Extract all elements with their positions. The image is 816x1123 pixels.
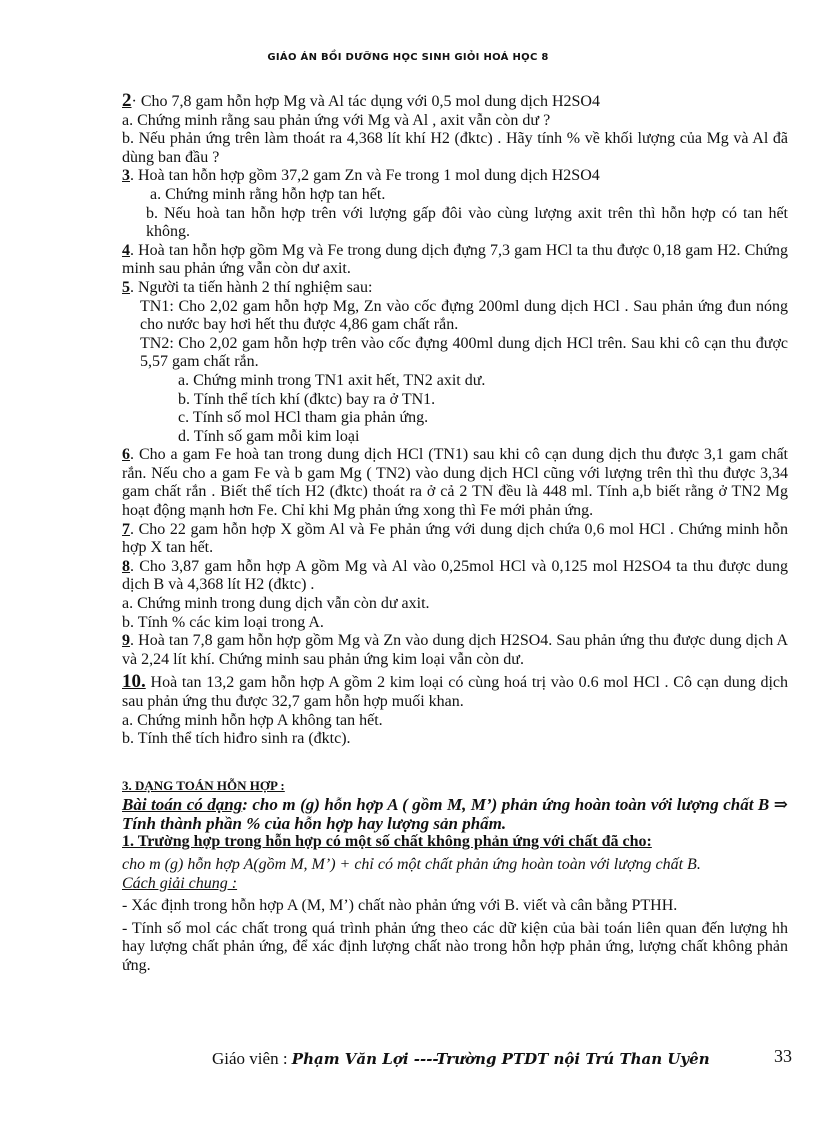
problem-text: Cho a gam Fe hoà tan trong dung dịch HCl (TN1) sau khi cô cạn dung dịch thu được 3,1 gam chất rắn. Nếu cho a gam Fe và b gam Mg ( TN2) vào dung dịch HCl cũng với lượng trên thì thu được 3,34 gam chất rắn . Biết thể tích H2 (đktc) thoát ra ở cả 2 TN đều là 448 ml. Tính a,b biết rằng ở TN2 Mg hoạt động mạnh hơn Fe. Chỉ khi Mg phản ứng xong thì Fe mới phản ứng.: [122, 446, 788, 520]
problem-text: Cho 22 gam hỗn hợp X gồm Al và Fe phản ứng với dung dịch chứa 0,6 mol HCl . Chứng minh hỗn hợp X tan hết.: [122, 520, 789, 557]
method-step: - Tính số mol các chất trong quá trình phản ứng theo các dữ kiện của bài toán liên quan đến lượng hh hay lượng chất phản ứng, để xác định lượng chất nào trong hỗn hợp phản ứng, lượng chất không phản ứng.: [122, 919, 788, 974]
problem-number: 2: [122, 90, 132, 111]
problem-text: Hoà tan hỗn hợp gồm 37,2 gam Zn và Fe trong 1 mol dung dịch H2SO4: [138, 167, 600, 185]
problem-part: a. Chứng minh trong dung dịch vẫn còn dư axit.: [122, 595, 430, 613]
problem-9: 9. Hoà tan 7,8 gam hỗn hợp gồm Mg và Zn vào dung dịch H2SO4. Sau phản ứng thu được dung dịch A và 2,24 lít khí. Chứng minh sau phản ứng kim loại vẫn còn dư.: [122, 632, 789, 668]
case-1-description: cho m (g) hỗn hợp A(gồm M, M’) + chỉ có một chất phản ứng hoàn toàn với lượng chất B.: [122, 855, 701, 873]
page-header: GIÁO ÁN BỒI DƯỠNG HỌC SINH GIỎI HOÁ HỌC 8: [267, 52, 549, 63]
problem-number: 6: [122, 446, 130, 464]
section-title: 3. DẠNG TOÁN HỖN HỢP :: [122, 777, 285, 793]
problem-3: 3. Hoà tan hỗn hợp gồm 37,2 gam Zn và Fe trong 1 mol dung dịch H2SO4: [122, 167, 600, 185]
page-number: 33: [774, 1046, 792, 1066]
problem-number: 4: [122, 241, 130, 259]
problem-part: d. Tính số gam mỗi kim loại: [178, 427, 360, 445]
problem-2: 2· Cho 7,8 gam hỗn hợp Mg và Al tác dụng với 0,5 mol dung dịch H2SO4: [122, 90, 600, 111]
method-heading: Cách giải chung :: [122, 874, 238, 892]
problem-part: a. Chứng minh rằng hỗn hợp tan hết.: [150, 185, 386, 203]
problem-text: Cho 7,8 gam hỗn hợp Mg và Al tác dụng với 0,5 mol dung dịch H2SO4: [140, 93, 600, 110]
problem-type-text: : cho m (g) hỗn hợp A ( gồm M, M’) phản ứng hoàn toàn với lượng chất B ⇒ Tính thành phần % của hỗn hợp hay lượng sản phẩm.: [122, 795, 788, 834]
problem-number: 3: [122, 167, 130, 185]
problem-part: b. Tính thể tích hiđro sinh ra (đktc).: [122, 730, 351, 748]
problem-part: a. Chứng minh rằng sau phản ứng với Mg và Al , axit vẫn còn dư ?: [122, 111, 551, 129]
problem-text: Cho 3,87 gam hỗn hợp A gồm Mg và Al vào 0,25mol HCl và 0,125 mol H2SO4 ta thu được dung dịch B và 4,368 lít H2 (đktc) .: [122, 557, 789, 594]
problem-text: Hoà tan 7,8 gam hỗn hợp gồm Mg và Zn vào dung dịch H2SO4. Sau phản ứng thu được dung dịch A và 2,24 lít khí. Chứng minh sau phản ứng kim loại vẫn còn dư.: [122, 632, 789, 668]
method-step: - Xác định trong hỗn hợp A (M, M’) chất nào phản ứng với B. viết và cân bằng PTHH.: [122, 897, 678, 915]
problem-number: 9: [122, 632, 130, 650]
problem-part: a. Chứng minh hỗn hợp A không tan hết.: [122, 711, 383, 729]
teacher-name: Phạm Văn Lợi ----Trường PTDT nội Trú Than Uyên: [291, 1050, 710, 1068]
problem-part: b. Nếu phản ứng trên làm thoát ra 4,368 lít khí H2 (đktc) . Hãy tính % về khối lượng của Mg và Al đã dùng ban đầu ?: [122, 130, 788, 166]
problem-8: 8. Cho 3,87 gam hỗn hợp A gồm Mg và Al vào 0,25mol HCl và 0,125 mol H2SO4 ta thu được dung dịch B và 4,368 lít H2 (đktc) .: [122, 557, 789, 594]
problem-number: 8: [122, 557, 130, 575]
problem-part: b. Tính thể tích khí (đktc) bay ra ở TN1.: [178, 390, 436, 408]
problem-part: b. Tính % các kim loại trong A.: [122, 613, 324, 631]
problem-text: Người ta tiến hành 2 thí nghiệm sau:: [138, 278, 373, 296]
problem-number: 5: [122, 278, 130, 296]
problem-type: [122, 795, 788, 833]
problem-number: 10.: [122, 671, 146, 693]
problem-4: 4. Hoà tan hỗn hợp gồm Mg và Fe trong dung dịch đựng 7,3 gam HCl ta thu được 0,18 gam H2. Chứng minh sau phản ứng vẫn còn dư axit.: [122, 241, 788, 278]
problem-part: a. Chứng minh trong TN1 axit hết, TN2 axit dư.: [178, 371, 486, 389]
problem-text: Hoà tan hỗn hợp gồm Mg và Fe trong dung dịch đựng 7,3 gam HCl ta thu được 0,18 gam H2. Chứng minh sau phản ứng vẫn còn dư axit.: [122, 241, 788, 278]
experiment-1: TN1: Cho 2,02 gam hỗn hợp Mg, Zn vào cốc đựng 200ml dung dịch HCl . Sau phản ứng đun nóng cho nước bay hơi hết thu được 4,86 gam chất rắn.: [140, 297, 788, 334]
problem-5: 5. Người ta tiến hành 2 thí nghiệm sau:: [122, 278, 373, 296]
problem-type-label: Bài toán có dạng: [122, 795, 243, 815]
document-body: [122, 92, 788, 976]
problem-part: b. Nếu hoà tan hỗn hợp trên với lượng gấp đôi vào cùng lượng axit trên thì hỗn hợp có tan hết không.: [146, 204, 788, 241]
problem-6: 6. Cho a gam Fe hoà tan trong dung dịch HCl (TN1) sau khi cô cạn dung dịch thu được 3,1 gam chất rắn. Nếu cho a gam Fe và b gam Mg ( TN2) vào dung dịch HCl cũng với lượng trên thì thu được 3,34 gam chất rắn . Biết thể tích H2 (đktc) thoát ra ở cả 2 TN đều là 448 ml. Tính a,b biết rằng ở TN2 Mg hoạt động mạnh hơn Fe. Chỉ khi Mg phản ứng xong thì Fe mới phản ứng.: [122, 446, 788, 520]
problem-7: 7. Cho 22 gam hỗn hợp X gồm Al và Fe phản ứng với dung dịch chứa 0,6 mol HCl . Chứng minh hỗn hợp X tan hết.: [122, 520, 789, 557]
case-1-heading: 1. Trường hợp trong hỗn hợp có một số chất không phản ứng với chất đã cho:: [122, 833, 652, 851]
experiment-2: TN2: Cho 2,02 gam hỗn hợp trên vào cốc đựng 400ml dung dịch HCl trên. Sau khi cô cạn thu được 5,57 gam chất rắn.: [140, 334, 788, 371]
problem-text: Hoà tan 13,2 gam hỗn hợp A gồm 2 kim loại có cùng hoá trị vào 0.6 mol HCl . Cô cạn dung dịch sau phản ứng thu được 32,7 gam hỗn hợp muối khan.: [122, 674, 789, 710]
footer-label: Giáo viên :: [212, 1049, 288, 1068]
problem-part: c. Tính số mol HCl tham gia phản ứng.: [178, 409, 429, 427]
page-footer: [212, 1046, 792, 1069]
problem-10: [122, 673, 788, 711]
problem-number: 7: [122, 520, 130, 538]
